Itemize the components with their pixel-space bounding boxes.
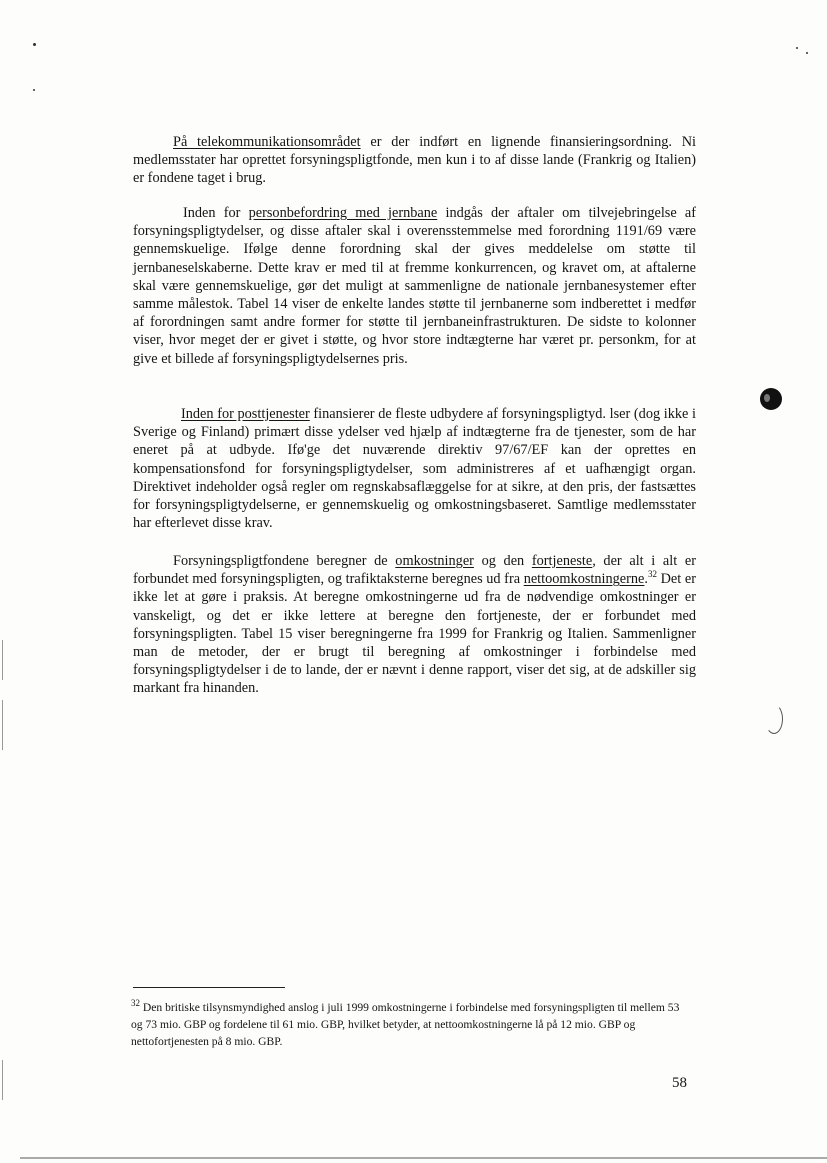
underlined-term-telecom: På telekommunikationsområdet xyxy=(173,134,361,150)
staple-mark xyxy=(765,704,783,734)
paragraph-rail xyxy=(133,204,696,368)
underlined-term-rail: personbefordring med jernbane xyxy=(248,205,438,221)
paragraph-funds-text-3: , der alt i alt er forbundet med forsyningspligten, og trafiktaksterne beregnes ud fra xyxy=(133,553,696,588)
paragraph-rail-lead: Inden for xyxy=(183,205,249,221)
paragraph-funds-text-5: Det er ikke let at gøre i praksis. At beregne omkostningerne ud fra de nødvendige omkostninger er vanskeligt, og det er ikke lettere at beregne den fortjeneste, der er forbundet med forsyningspligten. Tabel 15 viser beregningerne fra 1999 for Frankrig og Italien. Sammenligner man de metoder, der er brugt til beregning af omkostninger i forbindelse med forsyningspligtydelser i de to lande, der er nævnt i denne rapport, viser det sig, at de adskiller sig markant fra hinanden. xyxy=(133,571,696,697)
scan-speck xyxy=(806,52,808,54)
underlined-term-costs: omkostninger xyxy=(395,553,474,569)
page-number: 58 xyxy=(672,1075,687,1091)
footnote-separator xyxy=(133,987,285,988)
paragraph-funds-text-1: Forsyningspligtfondene beregner de xyxy=(173,553,396,569)
underlined-term-net-costs: nettoomkostningerne xyxy=(523,571,645,588)
scan-speck xyxy=(33,43,36,46)
paragraph-postal-text: finansierer de fleste udbydere af forsyningspligtyd. lser (dog ikke i Sverige og Finland) primært disse ydelser ved hjælp af indtægterne fra de tjenester, som de har eneret på at udbyde. Ifø'ge det nuværende direktiv 97/67/EF kan der oprettes en kompensationsfond for forsyningspligtydelser, som administreres af et uafhængigt organ. Direktivet indeholder også regler om regnskabsaflæggelse for at sikre, at den pris, der fastsættes for forsyningspligtydelserne, er gennemskuelig og omkostningsbaseret. Samtlige medlemsstater har efterlevet disse krav. xyxy=(133,406,696,532)
paragraph-rail-text: indgås der aftaler om tilvejebringelse af forsyningspligtydelser, og disse aftaler skal i overensstemmelse med forordning 1191/69 være gennemskuelige. Ifølge denne forordning skal der gives meddelelse om støtte til jernbaneselskaberne. Dette krav er med til at fremme konkurrencen, og kravet om, at aftalerne skal være gennemskuelige, gør det muligt at sammenligne de nationale jernbanesystemer efter samme målestok. Tabel 14 viser de enkelte landes støtte til jernbanerne som indberettet i medfør af forordningen samt andre former for støtte til jernbaneinfrastrukturen. De sidste to kolonner viser, hvor meget der er givet i støtte, og hvor store indtægterne har været pr. personkm, for at give et billede af forsyningspligtydelsernes pris. xyxy=(133,205,697,367)
scan-edge-line xyxy=(2,1060,3,1100)
punch-hole-mark xyxy=(760,388,782,410)
scan-speck xyxy=(33,89,35,91)
scan-edge-line xyxy=(2,640,3,680)
underlined-term-profit: fortjeneste xyxy=(531,553,593,569)
paragraph-funds xyxy=(133,552,696,698)
scan-speck xyxy=(796,47,798,49)
paragraph-funds-text-2: og den xyxy=(473,553,532,569)
paragraph-postal xyxy=(133,405,696,532)
paragraph-telecom-text: er der indført en lignende finansieringsordning. Ni medlemsstater har oprettet forsyningspligtfonde, men kun i to af disse lande (Frankrig og Italien) er fondene taget i brug. xyxy=(133,134,696,187)
paragraph-funds-text-4: . xyxy=(644,571,648,588)
underlined-term-postal: Inden for posttjenester xyxy=(181,406,310,422)
footnote-reference: 32 xyxy=(647,569,657,580)
footnote-text: Den britiske tilsynsmyndighed anslog i juli 1999 omkostningerne i forbindelse med forsyningspligten til mellem 53 og 73 mio. GBP og fordelene til 61 mio. GBP, hvilket betyder, at nettoomkostningerne lå på 12 mio. GBP og nettofortjenesten på 8 mio. GBP. xyxy=(131,1001,680,1048)
footnote-number: 32 xyxy=(131,998,140,1009)
scan-bottom-line xyxy=(20,1157,827,1159)
scan-edge-line xyxy=(2,700,3,750)
paragraph-telecom xyxy=(133,133,696,188)
footnote xyxy=(131,999,691,1050)
